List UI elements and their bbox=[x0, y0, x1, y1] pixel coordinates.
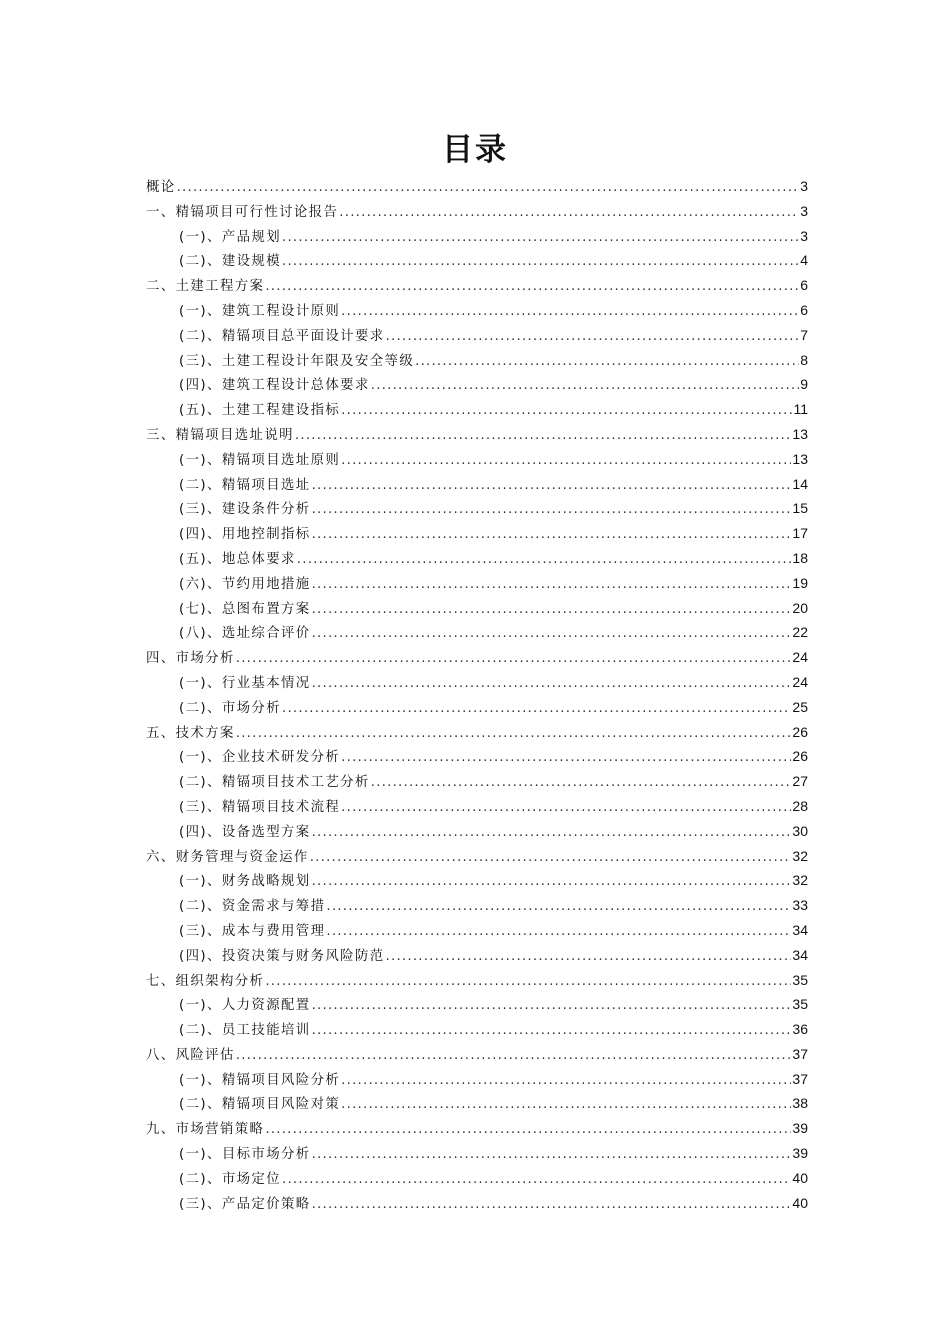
toc-entry-page-number: 39 bbox=[792, 1120, 808, 1137]
toc-entry-page-number: 13 bbox=[792, 450, 808, 467]
toc-entry[interactable] bbox=[146, 1067, 808, 1092]
toc-entry-label: (三)、精镉项目技术流程 bbox=[179, 799, 341, 815]
toc-entry-page-number: 39 bbox=[792, 1145, 808, 1162]
toc-entry[interactable] bbox=[146, 992, 808, 1017]
toc-entry-page-number: 38 bbox=[792, 1095, 808, 1112]
toc-entry[interactable] bbox=[146, 1017, 808, 1042]
toc-entry[interactable] bbox=[146, 893, 808, 918]
toc-entry-label: 一、精镉项目可行性讨论报告 bbox=[146, 204, 339, 220]
toc-dot-leader bbox=[282, 226, 799, 251]
toc-entry-page-number: 4 bbox=[800, 252, 808, 269]
toc-entry[interactable] bbox=[146, 596, 808, 621]
toc-entry-page-number: 32 bbox=[792, 872, 808, 889]
toc-dot-leader bbox=[312, 821, 792, 846]
toc-entry-label: (三)、建设条件分析 bbox=[179, 502, 311, 518]
toc-entry[interactable] bbox=[146, 298, 808, 323]
toc-entry-label: (二)、建设规模 bbox=[179, 254, 281, 270]
toc-entry-page-number: 26 bbox=[792, 748, 808, 765]
toc-entry-label: (四)、设备选型方案 bbox=[179, 824, 311, 840]
toc-entry[interactable] bbox=[146, 199, 808, 224]
toc-entry-page-number: 34 bbox=[792, 946, 808, 963]
toc-dot-leader bbox=[282, 1168, 791, 1193]
toc-entry-label: (一)、目标市场分析 bbox=[179, 1147, 311, 1163]
toc-entry-label: (二)、市场分析 bbox=[179, 700, 281, 716]
toc-entry-label: (一)、精镉项目风险分析 bbox=[179, 1072, 341, 1088]
toc-entry-page-number: 35 bbox=[792, 971, 808, 988]
toc-entry-label: (二)、精镉项目风险对策 bbox=[179, 1097, 341, 1113]
toc-entry-label: (三)、成本与费用管理 bbox=[179, 923, 326, 939]
toc-entry-label: 三、精镉项目选址说明 bbox=[146, 427, 294, 443]
toc-entry-page-number: 8 bbox=[800, 351, 808, 368]
toc-dot-leader bbox=[312, 498, 792, 523]
toc-entry-label: (二)、资金需求与筹措 bbox=[179, 899, 326, 915]
toc-dot-leader bbox=[312, 1143, 792, 1168]
toc-entry[interactable] bbox=[146, 819, 808, 844]
toc-dot-leader bbox=[326, 920, 791, 945]
toc-dot-leader bbox=[236, 647, 792, 672]
toc-entry[interactable] bbox=[146, 720, 808, 745]
toc-entry-page-number: 24 bbox=[792, 673, 808, 690]
toc-entry-page-number: 13 bbox=[792, 425, 808, 442]
toc-dot-leader bbox=[415, 350, 799, 375]
toc-dot-leader bbox=[341, 1093, 791, 1118]
toc-dot-leader bbox=[341, 796, 791, 821]
toc-entry-label: (四)、建筑工程设计总体要求 bbox=[179, 378, 370, 394]
toc-entry[interactable] bbox=[146, 968, 808, 993]
toc-entry[interactable] bbox=[146, 868, 808, 893]
toc-entry-label: (四)、用地控制指标 bbox=[179, 527, 311, 543]
toc-dot-leader bbox=[312, 870, 792, 895]
toc-entry-label: 四、市场分析 bbox=[146, 651, 235, 667]
toc-dot-leader bbox=[371, 771, 792, 796]
toc-entry[interactable] bbox=[146, 248, 808, 273]
toc-entry[interactable] bbox=[146, 645, 808, 670]
toc-entry-page-number: 26 bbox=[792, 723, 808, 740]
toc-entry[interactable] bbox=[146, 1141, 808, 1166]
toc-entry[interactable] bbox=[146, 571, 808, 596]
toc-entry-page-number: 9 bbox=[800, 376, 808, 393]
toc-entry[interactable] bbox=[146, 794, 808, 819]
toc-dot-leader bbox=[341, 399, 792, 424]
toc-entry-label: (一)、人力资源配置 bbox=[179, 998, 311, 1014]
toc-entry-page-number: 34 bbox=[792, 921, 808, 938]
toc-entry[interactable] bbox=[146, 372, 808, 397]
toc-entry[interactable] bbox=[146, 546, 808, 571]
toc-entry-page-number: 7 bbox=[800, 326, 808, 343]
toc-entry-page-number: 6 bbox=[800, 301, 808, 318]
toc-entry-label: (二)、员工技能培训 bbox=[179, 1023, 311, 1039]
toc-entry-label: (一)、财务战略规划 bbox=[179, 874, 311, 890]
toc-dot-leader bbox=[265, 970, 791, 995]
toc-entry[interactable] bbox=[146, 1091, 808, 1116]
toc-title: 目录 bbox=[442, 132, 508, 168]
toc-entry[interactable] bbox=[146, 397, 808, 422]
toc-entry-page-number: 25 bbox=[792, 698, 808, 715]
toc-entry-page-number: 28 bbox=[792, 797, 808, 814]
toc-entry-label: (五)、土建工程建设指标 bbox=[179, 403, 341, 419]
toc-entry-page-number: 3 bbox=[800, 202, 808, 219]
toc-entry[interactable] bbox=[146, 670, 808, 695]
toc-entry-label: (六)、节约用地措施 bbox=[179, 576, 311, 592]
toc-entry-label: (一)、精镉项目选址原则 bbox=[179, 452, 341, 468]
toc-entry[interactable] bbox=[146, 744, 808, 769]
toc-dot-leader bbox=[341, 1069, 791, 1094]
toc-dot-leader bbox=[265, 275, 799, 300]
toc-entry[interactable] bbox=[146, 496, 808, 521]
toc-dot-leader bbox=[341, 449, 791, 474]
toc-entry-label: 六、财务管理与资金运作 bbox=[146, 849, 309, 865]
toc-entry[interactable] bbox=[146, 918, 808, 943]
toc-entry-label: (二)、市场定位 bbox=[179, 1171, 281, 1187]
toc-entry[interactable] bbox=[146, 695, 808, 720]
toc-entry-label: (一)、建筑工程设计原则 bbox=[179, 303, 341, 319]
toc-entry[interactable] bbox=[146, 620, 808, 645]
toc-dot-leader bbox=[282, 697, 791, 722]
toc-entry-page-number: 22 bbox=[792, 624, 808, 641]
toc-entry-page-number: 3 bbox=[800, 178, 808, 194]
toc-dot-leader bbox=[177, 176, 800, 201]
toc-dot-leader bbox=[265, 1118, 791, 1143]
toc-entry-label: 八、风险评估 bbox=[146, 1047, 235, 1063]
toc-entry-label: 五、技术方案 bbox=[146, 725, 235, 741]
toc-dot-leader bbox=[310, 846, 792, 871]
toc-entry-label: (一)、产品规划 bbox=[179, 229, 281, 245]
toc-entry[interactable] bbox=[146, 943, 808, 968]
toc-entry[interactable] bbox=[146, 273, 808, 298]
toc-entry-label: (三)、土建工程设计年限及安全等级 bbox=[179, 353, 415, 369]
toc-entry-page-number: 35 bbox=[792, 996, 808, 1013]
toc-dot-leader bbox=[371, 374, 799, 399]
toc-entry[interactable] bbox=[146, 1042, 808, 1067]
toc-entry-label: (四)、投资决策与财务风险防范 bbox=[179, 948, 385, 964]
toc-dot-leader bbox=[236, 722, 792, 747]
toc-entry-page-number: 33 bbox=[792, 897, 808, 914]
toc-dot-leader bbox=[312, 672, 792, 697]
toc-dot-leader bbox=[312, 598, 792, 623]
toc-entry-label: 二、土建工程方案 bbox=[146, 279, 265, 295]
toc-dot-leader bbox=[386, 325, 800, 350]
toc-entry-label: (二)、精镉项目选址 bbox=[179, 477, 311, 493]
toc-entry[interactable] bbox=[146, 224, 808, 249]
toc-entry-page-number: 3 bbox=[800, 227, 808, 244]
toc-entry-page-number: 14 bbox=[792, 475, 808, 492]
toc-entry-label: (八)、选址综合评价 bbox=[179, 626, 311, 642]
toc-dot-leader bbox=[312, 1193, 792, 1218]
toc-dot-leader bbox=[297, 548, 792, 573]
toc-entry[interactable] bbox=[146, 447, 808, 472]
toc-dot-leader bbox=[312, 622, 792, 647]
toc-entry-label: (五)、地总体要求 bbox=[179, 551, 296, 567]
toc-entry-page-number: 24 bbox=[792, 649, 808, 666]
toc-entry-page-number: 6 bbox=[800, 277, 808, 294]
toc-entry-label: 概论 bbox=[146, 180, 176, 195]
toc-entry[interactable] bbox=[146, 844, 808, 869]
toc-entry[interactable] bbox=[146, 348, 808, 373]
toc-entry[interactable] bbox=[146, 521, 808, 546]
toc-dot-leader bbox=[341, 300, 799, 325]
toc-dot-leader bbox=[312, 523, 792, 548]
toc-entry[interactable] bbox=[146, 1166, 808, 1191]
toc-entry-page-number: 27 bbox=[792, 773, 808, 790]
toc-entry-label: (一)、行业基本情况 bbox=[179, 675, 311, 691]
toc-dot-leader bbox=[339, 201, 799, 226]
toc-entry-page-number: 40 bbox=[792, 1194, 808, 1211]
toc-entry[interactable] bbox=[146, 422, 808, 447]
toc-entry-page-number: 30 bbox=[792, 822, 808, 839]
toc-entry-page-number: 11 bbox=[793, 401, 808, 418]
toc-dot-leader bbox=[312, 994, 792, 1019]
toc-entry-page-number: 20 bbox=[792, 599, 808, 616]
toc-entry-page-number: 37 bbox=[792, 1070, 808, 1087]
toc-entry-label: (一)、企业技术研发分析 bbox=[179, 750, 341, 766]
toc-entry[interactable] bbox=[146, 1191, 808, 1216]
toc-entry-page-number: 36 bbox=[792, 1021, 808, 1038]
table-of-contents bbox=[146, 174, 808, 1215]
toc-dot-leader bbox=[236, 1044, 792, 1069]
toc-entry[interactable] bbox=[146, 323, 808, 348]
toc-entry[interactable] bbox=[146, 174, 808, 199]
toc-entry-label: (二)、精镉项目总平面设计要求 bbox=[179, 328, 385, 344]
toc-dot-leader bbox=[326, 895, 791, 920]
toc-entry-page-number: 19 bbox=[792, 574, 808, 591]
toc-entry-page-number: 15 bbox=[792, 500, 808, 517]
toc-dot-leader bbox=[282, 250, 799, 275]
toc-entry-label: (二)、精镉项目技术工艺分析 bbox=[179, 775, 370, 791]
toc-dot-leader bbox=[312, 1019, 792, 1044]
toc-entry-page-number: 32 bbox=[792, 847, 808, 864]
toc-entry-label: 九、市场营销策略 bbox=[146, 1122, 265, 1138]
toc-entry-page-number: 18 bbox=[792, 549, 808, 566]
toc-entry[interactable] bbox=[146, 1116, 808, 1141]
toc-entry-label: (三)、产品定价策略 bbox=[179, 1196, 311, 1212]
toc-dot-leader bbox=[341, 746, 791, 771]
toc-entry-page-number: 17 bbox=[792, 525, 808, 542]
toc-dot-leader bbox=[386, 945, 792, 970]
toc-dot-leader bbox=[312, 474, 792, 499]
toc-entry[interactable] bbox=[146, 472, 808, 497]
toc-dot-leader bbox=[295, 424, 792, 449]
toc-entry-page-number: 40 bbox=[792, 1169, 808, 1186]
toc-entry-label: 七、组织架构分析 bbox=[146, 973, 265, 989]
toc-entry-label: (七)、总图布置方案 bbox=[179, 601, 311, 617]
toc-entry[interactable] bbox=[146, 769, 808, 794]
toc-dot-leader bbox=[312, 573, 792, 598]
toc-entry-page-number: 37 bbox=[792, 1045, 808, 1062]
